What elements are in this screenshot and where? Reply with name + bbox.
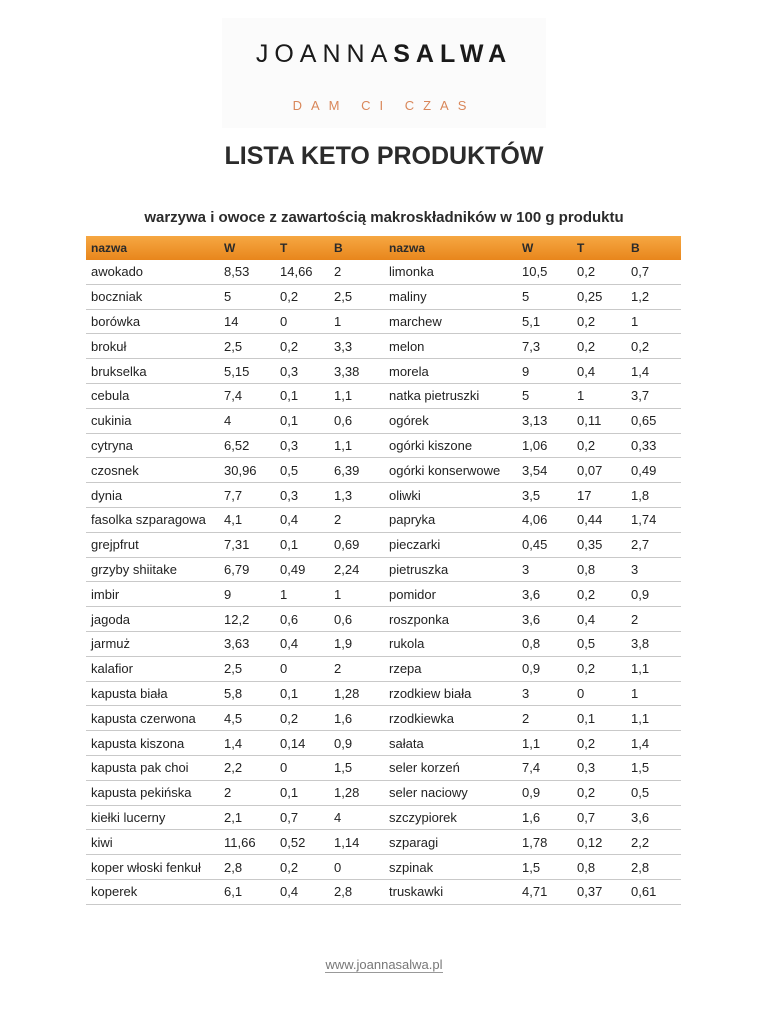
product-name-cell: ogórki konserwowe [384,458,517,483]
macro-value-cell: 1,3 [329,483,384,508]
macro-value-cell: 0,65 [626,408,681,433]
table-row [86,309,681,334]
macro-value-cell: 0,8 [517,631,572,656]
product-name-cell: natka pietruszki [384,383,517,408]
macro-value-cell: 3,38 [329,359,384,384]
column-header: T [275,236,329,260]
footer [0,957,768,972]
product-name-cell: seler naciowy [384,780,517,805]
macro-value-cell: 7,31 [219,532,275,557]
macro-value-cell: 0,4 [275,879,329,904]
macro-value-cell: 6,39 [329,458,384,483]
macro-value-cell: 0,14 [275,731,329,756]
macro-value-cell: 0,5 [572,631,626,656]
macro-value-cell: 0,9 [517,656,572,681]
product-name-cell: cytryna [86,433,219,458]
macro-value-cell: 30,96 [219,458,275,483]
column-header: nazwa [384,236,517,260]
product-name-cell: truskawki [384,879,517,904]
product-name-cell: koperek [86,879,219,904]
macro-value-cell: 2,24 [329,557,384,582]
macro-value-cell: 0,3 [572,755,626,780]
macro-value-cell: 1,1 [626,706,681,731]
table-row [86,334,681,359]
product-name-cell: kiełki lucerny [86,805,219,830]
macro-value-cell: 0,3 [275,483,329,508]
macro-value-cell: 3,6 [626,805,681,830]
website-link[interactable]: www.joannasalwa.pl [325,957,443,972]
macro-value-cell: 2 [517,706,572,731]
product-name-cell: jagoda [86,607,219,632]
logo-name-first: JOANNA [255,40,394,68]
table-row [86,755,681,780]
macro-value-cell: 3 [517,681,572,706]
logo-name-last: SALWA [393,40,513,68]
macro-value-cell: 0,44 [572,507,626,532]
macro-value-cell: 4,5 [219,706,275,731]
product-name-cell: roszponka [384,607,517,632]
product-name-cell: fasolka szparagowa [86,507,219,532]
product-name-cell: brokuł [86,334,219,359]
macro-value-cell: 1,28 [329,681,384,706]
macro-value-cell: 0,2 [572,731,626,756]
macro-value-cell: 0,1 [275,780,329,805]
product-name-cell: szczypiorek [384,805,517,830]
macro-value-cell: 0,2 [626,334,681,359]
product-name-cell: pomidor [384,582,517,607]
macro-value-cell: 0,8 [572,557,626,582]
macro-value-cell: 0,9 [517,780,572,805]
macro-value-cell: 0,52 [275,830,329,855]
product-name-cell: seler korzeń [384,755,517,780]
table-row [86,433,681,458]
product-name-cell: papryka [384,507,517,532]
macro-value-cell: 7,4 [517,755,572,780]
macro-value-cell: 0,4 [275,507,329,532]
macro-value-cell: 0,1 [275,383,329,408]
macro-value-cell: 0 [572,681,626,706]
macro-value-cell: 2,8 [626,855,681,880]
macro-value-cell: 12,2 [219,607,275,632]
macro-value-cell: 0 [275,656,329,681]
product-name-cell: kapusta pak choi [86,755,219,780]
macro-value-cell: 0,37 [572,879,626,904]
product-name-cell: cukinia [86,408,219,433]
product-name-cell: rzepa [384,656,517,681]
macro-value-cell: 1,78 [517,830,572,855]
product-name-cell: rzodkiew biała [384,681,517,706]
macro-value-cell: 3,3 [329,334,384,359]
product-name-cell: kapusta biała [86,681,219,706]
macro-value-cell: 0,7 [626,260,681,284]
product-name-cell: grzyby shiitake [86,557,219,582]
macro-value-cell: 2,2 [626,830,681,855]
macro-value-cell: 0,1 [275,408,329,433]
macro-value-cell: 2 [329,656,384,681]
product-name-cell: awokado [86,260,219,284]
macro-value-cell: 0,2 [572,656,626,681]
product-name-cell: jarmuż [86,631,219,656]
product-name-cell: rukola [384,631,517,656]
macro-value-cell: 3,63 [219,631,275,656]
macro-value-cell: 3 [517,557,572,582]
macro-value-cell: 2,1 [219,805,275,830]
macro-value-cell: 2,8 [329,879,384,904]
macro-value-cell: 0,8 [572,855,626,880]
macro-value-cell: 0,9 [329,731,384,756]
macro-value-cell: 0,4 [275,631,329,656]
macro-value-cell: 0,49 [626,458,681,483]
product-name-cell: imbir [86,582,219,607]
macro-value-cell: 0,2 [275,284,329,309]
macro-value-cell: 1,28 [329,780,384,805]
macro-value-cell: 0,35 [572,532,626,557]
product-name-cell: pieczarki [384,532,517,557]
macro-value-cell: 1,1 [329,383,384,408]
macro-value-cell: 0,2 [572,309,626,334]
macro-value-cell: 1,4 [626,359,681,384]
table-row [86,805,681,830]
product-name-cell: oliwki [384,483,517,508]
macro-value-cell: 14 [219,309,275,334]
macro-value-cell: 1 [572,383,626,408]
macro-value-cell: 0 [329,855,384,880]
macro-value-cell: 0,5 [275,458,329,483]
macro-value-cell: 1 [275,582,329,607]
macro-value-cell: 2 [626,607,681,632]
table-row [86,681,681,706]
product-name-cell: kalafior [86,656,219,681]
macro-value-cell: 4,1 [219,507,275,532]
table-row [86,582,681,607]
table-row [86,284,681,309]
macro-value-cell: 0,1 [572,706,626,731]
macro-value-cell: 0,4 [572,607,626,632]
macro-value-cell: 1 [626,309,681,334]
macro-value-cell: 0,2 [572,260,626,284]
product-name-cell: ogórki kiszone [384,433,517,458]
macro-value-cell: 0,2 [572,780,626,805]
logo-wordmark [222,40,546,69]
macro-value-cell: 3,6 [517,607,572,632]
column-header: B [329,236,384,260]
table-row [86,260,681,284]
macro-value-cell: 0,5 [626,780,681,805]
macro-value-cell: 2,2 [219,755,275,780]
macro-value-cell: 5 [517,284,572,309]
macro-value-cell: 5 [517,383,572,408]
macro-value-cell: 1,14 [329,830,384,855]
macro-value-cell: 0,61 [626,879,681,904]
macro-value-cell: 4,71 [517,879,572,904]
macro-value-cell: 0 [275,309,329,334]
product-name-cell: grejpfrut [86,532,219,557]
macro-value-cell: 2,7 [626,532,681,557]
product-name-cell: brukselka [86,359,219,384]
macro-value-cell: 3,13 [517,408,572,433]
table-row [86,706,681,731]
macro-value-cell: 0,07 [572,458,626,483]
macro-value-cell: 0,7 [572,805,626,830]
product-name-cell: kapusta kiszona [86,731,219,756]
product-name-cell: szpinak [384,855,517,880]
macro-value-cell: 1,8 [626,483,681,508]
product-name-cell: szparagi [384,830,517,855]
macro-value-cell: 1,6 [329,706,384,731]
macro-value-cell: 0,12 [572,830,626,855]
product-name-cell: rzodkiewka [384,706,517,731]
macro-value-cell: 4,06 [517,507,572,532]
macro-value-cell: 7,4 [219,383,275,408]
macro-value-cell: 0,2 [275,706,329,731]
macro-value-cell: 0,1 [275,681,329,706]
macro-value-cell: 6,79 [219,557,275,582]
table-row [86,607,681,632]
macro-value-cell: 0,45 [517,532,572,557]
macro-value-cell: 8,53 [219,260,275,284]
macro-value-cell: 9 [517,359,572,384]
macro-value-cell: 0,1 [275,532,329,557]
macro-value-cell: 1,74 [626,507,681,532]
macro-value-cell: 1 [329,582,384,607]
macro-value-cell: 0,4 [572,359,626,384]
macro-value-cell: 7,7 [219,483,275,508]
product-name-cell: pietruszka [384,557,517,582]
macro-value-cell: 9 [219,582,275,607]
product-name-cell: melon [384,334,517,359]
product-name-cell: kapusta pekińska [86,780,219,805]
table-row [86,830,681,855]
table-row [86,408,681,433]
macro-value-cell: 1,1 [626,656,681,681]
product-name-cell: ogórek [384,408,517,433]
macro-value-cell: 2,5 [219,656,275,681]
macro-value-cell: 5,15 [219,359,275,384]
macro-value-cell: 5,1 [517,309,572,334]
macro-value-cell: 3,8 [626,631,681,656]
macro-value-cell: 14,66 [275,260,329,284]
macro-value-cell: 7,3 [517,334,572,359]
macro-value-cell: 1,5 [626,755,681,780]
macro-value-cell: 1 [329,309,384,334]
macro-value-cell: 0,2 [275,334,329,359]
product-name-cell: kapusta czerwona [86,706,219,731]
product-name-cell: marchew [384,309,517,334]
macro-value-cell: 1,9 [329,631,384,656]
macro-value-cell: 17 [572,483,626,508]
macro-value-cell: 6,52 [219,433,275,458]
macro-value-cell: 0,25 [572,284,626,309]
column-header: W [517,236,572,260]
table-row [86,631,681,656]
macro-value-cell: 3 [626,557,681,582]
table-row [86,855,681,880]
macro-value-cell: 1 [626,681,681,706]
table-body [86,260,681,904]
macro-value-cell: 6,1 [219,879,275,904]
macro-value-cell: 0,3 [275,359,329,384]
table-header-row [86,236,681,260]
table-row [86,383,681,408]
product-name-cell: borówka [86,309,219,334]
macro-value-cell: 3,54 [517,458,572,483]
macro-value-cell: 0,2 [275,855,329,880]
logo-tagline: DAM CI CZAS [292,98,476,113]
macro-value-cell: 1,2 [626,284,681,309]
brand-logo [222,18,546,128]
macro-value-cell: 10,5 [517,260,572,284]
product-name-cell: koper włoski fenkuł [86,855,219,880]
table-row [86,507,681,532]
macro-value-cell: 2,5 [219,334,275,359]
product-name-cell: limonka [384,260,517,284]
page-subtitle: warzywa i owoce z zawartością makroskładników w 100 g produktu [144,209,624,226]
product-name-cell: cebula [86,383,219,408]
macro-value-cell: 0,7 [275,805,329,830]
table-row [86,879,681,904]
product-name-cell: boczniak [86,284,219,309]
column-header: B [626,236,681,260]
macro-value-cell: 1,1 [329,433,384,458]
column-header: T [572,236,626,260]
macro-value-cell: 2 [219,780,275,805]
macro-value-cell: 0,2 [572,582,626,607]
macro-value-cell: 1,5 [329,755,384,780]
table-row [86,532,681,557]
macro-value-cell: 1,5 [517,855,572,880]
macro-value-cell: 2 [329,507,384,532]
macro-value-cell: 0,9 [626,582,681,607]
macro-value-cell: 4 [329,805,384,830]
product-name-cell: sałata [384,731,517,756]
keto-products-table [86,236,681,905]
macro-value-cell: 2 [329,260,384,284]
table-row [86,731,681,756]
table-row [86,483,681,508]
column-header: W [219,236,275,260]
macro-value-cell: 3,5 [517,483,572,508]
macro-value-cell: 2,5 [329,284,384,309]
macro-value-cell: 0,3 [275,433,329,458]
macro-value-cell: 0,33 [626,433,681,458]
macro-value-cell: 2,8 [219,855,275,880]
macro-value-cell: 3,6 [517,582,572,607]
macro-value-cell: 1,06 [517,433,572,458]
macro-value-cell: 3,7 [626,383,681,408]
macro-value-cell: 11,66 [219,830,275,855]
macro-value-cell: 0,49 [275,557,329,582]
macro-value-cell: 0,11 [572,408,626,433]
macro-value-cell: 4 [219,408,275,433]
macro-value-cell: 0,6 [329,408,384,433]
product-name-cell: kiwi [86,830,219,855]
page-title: LISTA KETO PRODUKTÓW [224,142,544,170]
table-row [86,359,681,384]
macro-value-cell: 0,6 [275,607,329,632]
column-header: nazwa [86,236,219,260]
macro-value-cell: 5,8 [219,681,275,706]
table-row [86,656,681,681]
macro-value-cell: 5 [219,284,275,309]
macro-value-cell: 0,69 [329,532,384,557]
macro-value-cell: 0 [275,755,329,780]
product-name-cell: morela [384,359,517,384]
macro-value-cell: 0,2 [572,433,626,458]
macro-value-cell: 1,1 [517,731,572,756]
product-name-cell: czosnek [86,458,219,483]
macro-value-cell: 0,2 [572,334,626,359]
macro-value-cell: 0,6 [329,607,384,632]
table-row [86,780,681,805]
table-row [86,557,681,582]
product-name-cell: maliny [384,284,517,309]
macro-value-cell: 1,6 [517,805,572,830]
table-row [86,458,681,483]
product-name-cell: dynia [86,483,219,508]
macro-value-cell: 1,4 [626,731,681,756]
macro-value-cell: 1,4 [219,731,275,756]
